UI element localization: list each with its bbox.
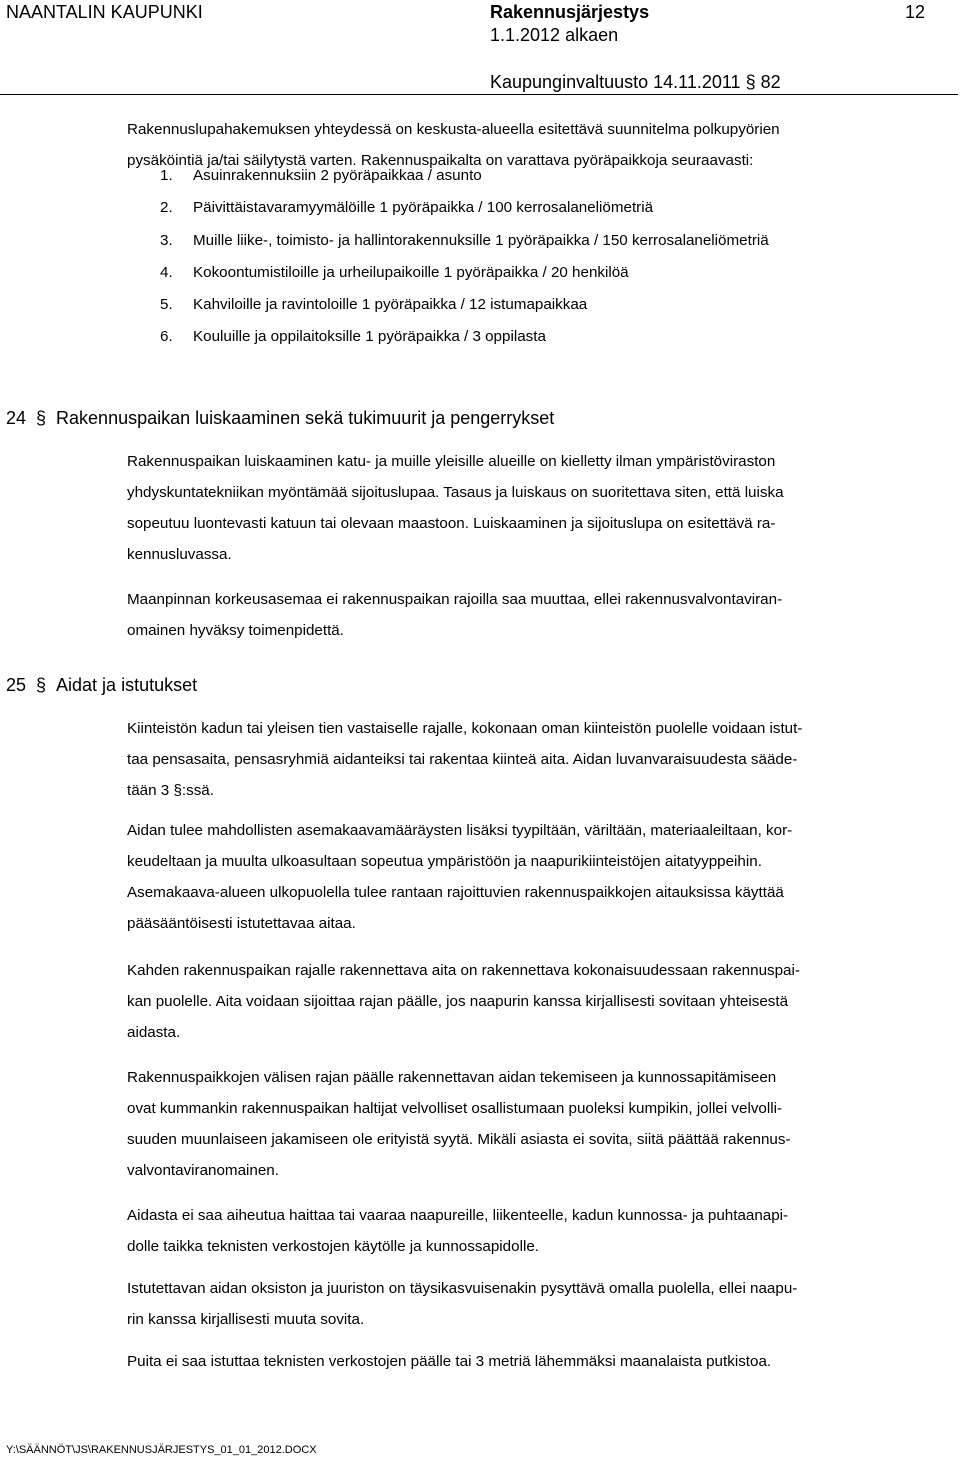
list-item-number: 2. <box>160 199 173 217</box>
header-org: NAANTALIN KAUPUNKI <box>6 2 203 22</box>
section-25-paragraph-7: Puita ei saa istuttaa teknisten verkostojen päälle tai 3 metriä lähemmäksi maanalaista putkistoa. <box>127 1353 772 1370</box>
section-25-paragraph-2: Aidan tulee mahdollisten asemakaavamääräysten lisäksi tyypiltään, väriltään, materiaaleiltaan, kor- keudeltaan ja muulta ulkoasultaan sopeutua ympäristöön ja naapurikiinteistöjen aitatyyppeihin. Asemakaava-alueen ulkopuolella tulee rantaan rajoittuvien rakennuspaikkojen aitauksissa käyttää pääsääntöisesti istutettavaa aitaa. <box>127 822 793 932</box>
section-24-paragraph-1: Rakennuspaikan luiskaaminen katu- ja muille yleisille alueille on kielletty ilman ympäristöviraston yhdyskuntatekniikan myöntämää sijoituslupaa. Tasaus ja luiskaus on suoritettava siten, että luiska sopeutuu luontevasti katuun tai olevaan maastoon. Luiskaaminen ja sijoituslupa on esitettävä ra- kennusluvassa. <box>127 453 784 563</box>
list-item <box>160 225 769 257</box>
section-25-paragraph-6: Istutettavan aidan oksiston ja juuriston on täysikasvuisenakin pysyttävä omalla puolella, ellei naapu- rin kanssa kirjallisesti muuta sovita. <box>127 1280 798 1328</box>
approval-body-date: Kaupunginvaltuusto 14.11.2011 <box>490 72 741 92</box>
section-25-paragraph-3: Kahden rakennuspaikan rajalle rakennettava aita on rakennettava kokonaisuudessaan rakennuspai- kan puolelle. Aita voidaan sijoittaa rajan päälle, jos naapurin kanssa kirjallisesti sovitaan yhteisestä aidasta. <box>127 962 800 1041</box>
bike-parking-list <box>160 160 769 354</box>
section-title: Rakennuspaikan luiskaaminen sekä tukimuurit ja pengerrykset <box>56 408 555 428</box>
section-sign: § <box>36 408 47 428</box>
list-item-text: Asuinrakennuksiin 2 pyöräpaikkaa / asunto <box>193 167 482 184</box>
list-item-text: Muille liike-, toimisto- ja hallintorakennuksille 1 pyöräpaikka / 150 kerrosalaneliömetriä <box>193 231 769 249</box>
intro-paragraph: Rakennuslupahakemuksen yhteydessä on keskusta-alueella esitettävä suunnitelma polkupyörien pysäköintiä ja/tai säilytystä varten. Rakennuspaikalta on varattava pyöräpaikkoja seuraavasti: <box>127 121 780 169</box>
section-25-heading <box>6 674 197 696</box>
section-25-paragraph-4: Rakennuspaikkojen välisen rajan päälle rakennettavan aidan tekemiseen ja kunnossapitämiseen ovat kummankin rakennuspaikan haltijat velvolliset osallistumaan puoleksi kumpikin, jollei velvolli- suuden muunlaiseen jakamiseen ole erityistä syytä. Mikäli asiasta ei sovita, siitä päättää rakennus- valvontaviranomainen. <box>127 1069 791 1179</box>
section-24-paragraph-2: Maanpinnan korkeusasemaa ei rakennuspaikan rajoilla saa muuttaa, ellei rakennusvalvontaviran- omainen hyväksy toimenpidettä. <box>127 591 783 639</box>
list-item-number: 1. <box>160 167 173 184</box>
approval-section: 82 <box>760 72 781 92</box>
list-item <box>160 192 769 224</box>
list-item-text: Kahviloille ja ravintoloille 1 pyöräpaikka / 12 istumapaikkaa <box>193 296 588 314</box>
section-number: 25 <box>6 675 27 695</box>
section-sign: § <box>36 675 47 695</box>
header-rule <box>0 94 958 95</box>
section-sign: § <box>745 72 756 92</box>
list-item-number: 6. <box>160 328 173 346</box>
document-title: Rakennusjärjestys <box>490 2 650 22</box>
list-item-number: 5. <box>160 296 173 314</box>
list-item-number: 4. <box>160 263 173 281</box>
section-title: Aidat ja istutukset <box>56 675 198 695</box>
section-25-paragraph-1: Kiinteistön kadun tai yleisen tien vastaiselle rajalle, kokonaan oman kiinteistön puolelle voidaan istut- taa pensasaita, pensasryhmiä aidanteiksi tai rakentaa kiinteä aita. Aidan luvanvaraisuudesta sääde- tään 3 §:ssä. <box>127 720 803 799</box>
page-number: 12 <box>905 2 926 22</box>
list-item <box>160 321 769 353</box>
list-item-text: Päivittäistavaramyymälöille 1 pyöräpaikka / 100 kerrosalaneliömetriä <box>193 199 654 217</box>
footer-file-path: Y:\SÄÄNNÖT\JS\RAKENNUSJÄRJESTYS_01_01_2012.DOCX <box>6 1444 317 1456</box>
list-item-number: 3. <box>160 231 173 249</box>
effective-date: 1.1.2012 alkaen <box>490 25 619 45</box>
list-item-text: Kouluille ja oppilaitoksille 1 pyöräpaikka / 3 oppilasta <box>193 328 546 346</box>
section-25-paragraph-5: Aidasta ei saa aiheutua haittaa tai vaaraa naapureille, liikenteelle, kadun kunnossa- ja puhtaanapi- dolle taikka teknisten verkostojen käytölle ja kunnossapidolle. <box>127 1207 789 1255</box>
section-24-heading <box>6 407 554 429</box>
approval-line <box>490 71 781 93</box>
list-item <box>160 160 769 192</box>
list-item-text: Kokoontumistiloille ja urheilupaikoille 1 pyöräpaikka / 20 henkilöä <box>193 263 629 281</box>
list-item <box>160 257 769 289</box>
list-item <box>160 289 769 321</box>
section-number: 24 <box>6 408 27 428</box>
